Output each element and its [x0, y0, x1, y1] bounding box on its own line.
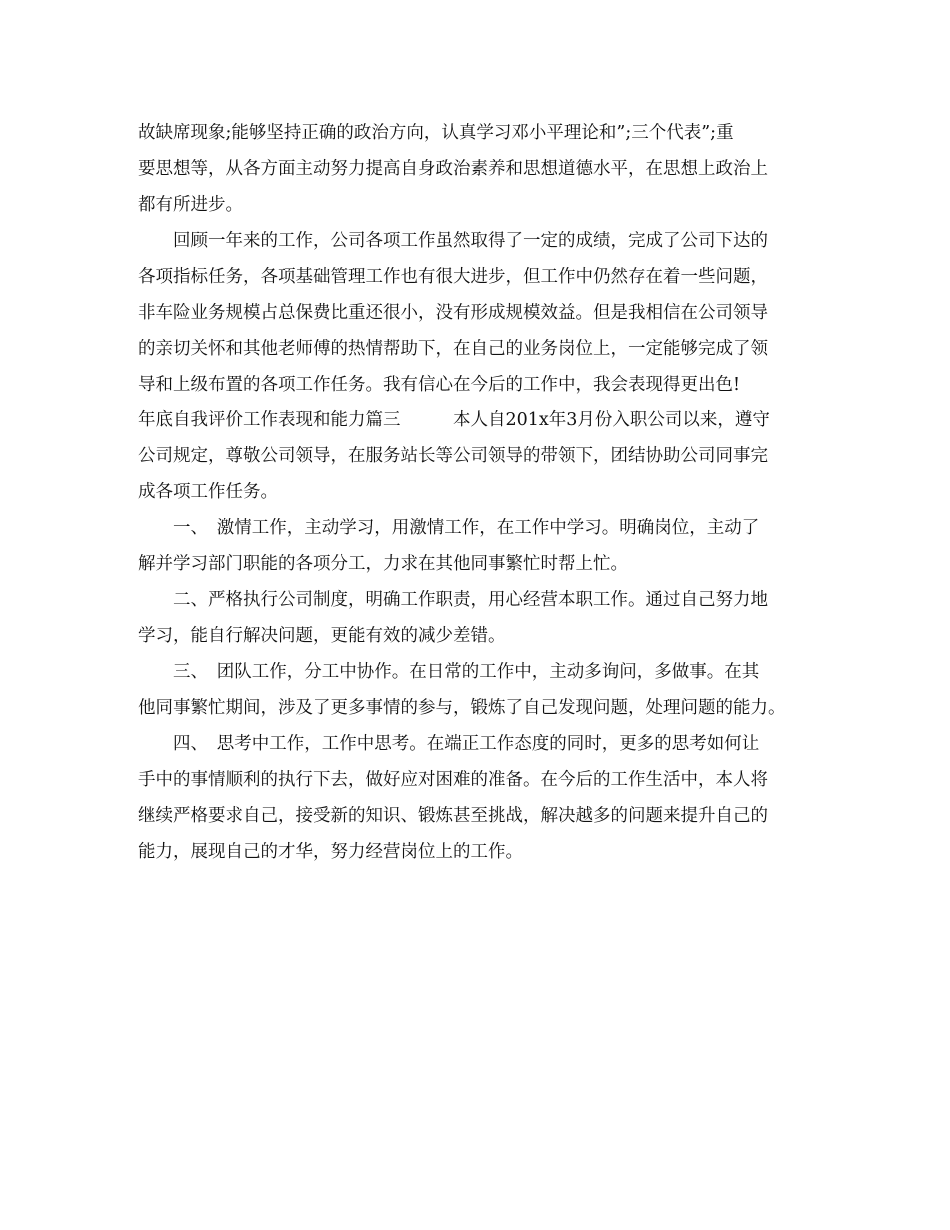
text-line: 故缺席现象;能够坚持正确的政治方向，认真学习邓小平理论和”;三个代表”;重: [138, 123, 734, 143]
text-line: 三、 团队工作，分工中协作。在日常的工作中，主动多询问，多做事。在其: [138, 662, 760, 682]
text-line: 手中的事情顺利的执行下去，做好应对困难的准备。在今后的工作生活中，本人将: [138, 770, 768, 790]
text-line: 能力，展现自己的才华，努力经营岗位上的工作。: [138, 842, 523, 862]
text-line: 各项指标任务，各项基础管理工作也有很大进步，但工作中仍然存在着一些问题，: [138, 267, 768, 287]
text-line: 非车险业务规模占总保费比重还很小，没有形成规模效益。但是我相信在公司领导: [138, 303, 768, 323]
text-line: 一、 激情工作，主动学习，用激情工作，在工作中学习。明确岗位，主动了: [138, 518, 760, 538]
text-line: 学习，能自行解决问题，更能有效的减少差错。: [138, 626, 506, 646]
text-line: 年底自我评价工作表现和能力篇三 本人自201x年3月份入职公司以来，遵守: [138, 410, 770, 430]
text-line: 继续严格要求自己，接受新的知识、锻炼甚至挑战，解决越多的问题来提升自己的: [138, 806, 768, 826]
text-line: 四、 思考中工作，工作中思考。在端正工作态度的同时，更多的思考如何让: [138, 734, 760, 754]
text-line: 要思想等，从各方面主动努力提高自身政治素养和思想道德水平，在思想上政治上: [138, 159, 768, 179]
text-line: 二、严格执行公司制度，明确工作职责，用心经营本职工作。通过自己努力地: [138, 590, 768, 610]
text-line: 回顾一年来的工作，公司各项工作虽然取得了一定的成绩，完成了公司下达的: [138, 231, 768, 251]
text-line: 公司规定，尊敬公司领导，在服务站长等公司领导的带领下，团结协助公司同事完: [138, 446, 768, 466]
text-line: 他同事繁忙期间，涉及了更多事情的参与，锻炼了自己发现问题，处理问题的能力。: [138, 698, 786, 718]
text-line: 都有所进步。: [138, 195, 243, 215]
text-line: 的亲切关怀和其他老师傅的热情帮助下，在自己的业务岗位上，一定能够完成了领: [138, 339, 768, 359]
text-line: 解并学习部门职能的各项分工，力求在其他同事繁忙时帮上忙。: [138, 554, 628, 574]
text-line: 导和上级布置的各项工作任务。我有信心在今后的工作中，我会表现得更出色!: [138, 375, 741, 395]
text-line: 成各项工作任务。: [138, 482, 278, 502]
